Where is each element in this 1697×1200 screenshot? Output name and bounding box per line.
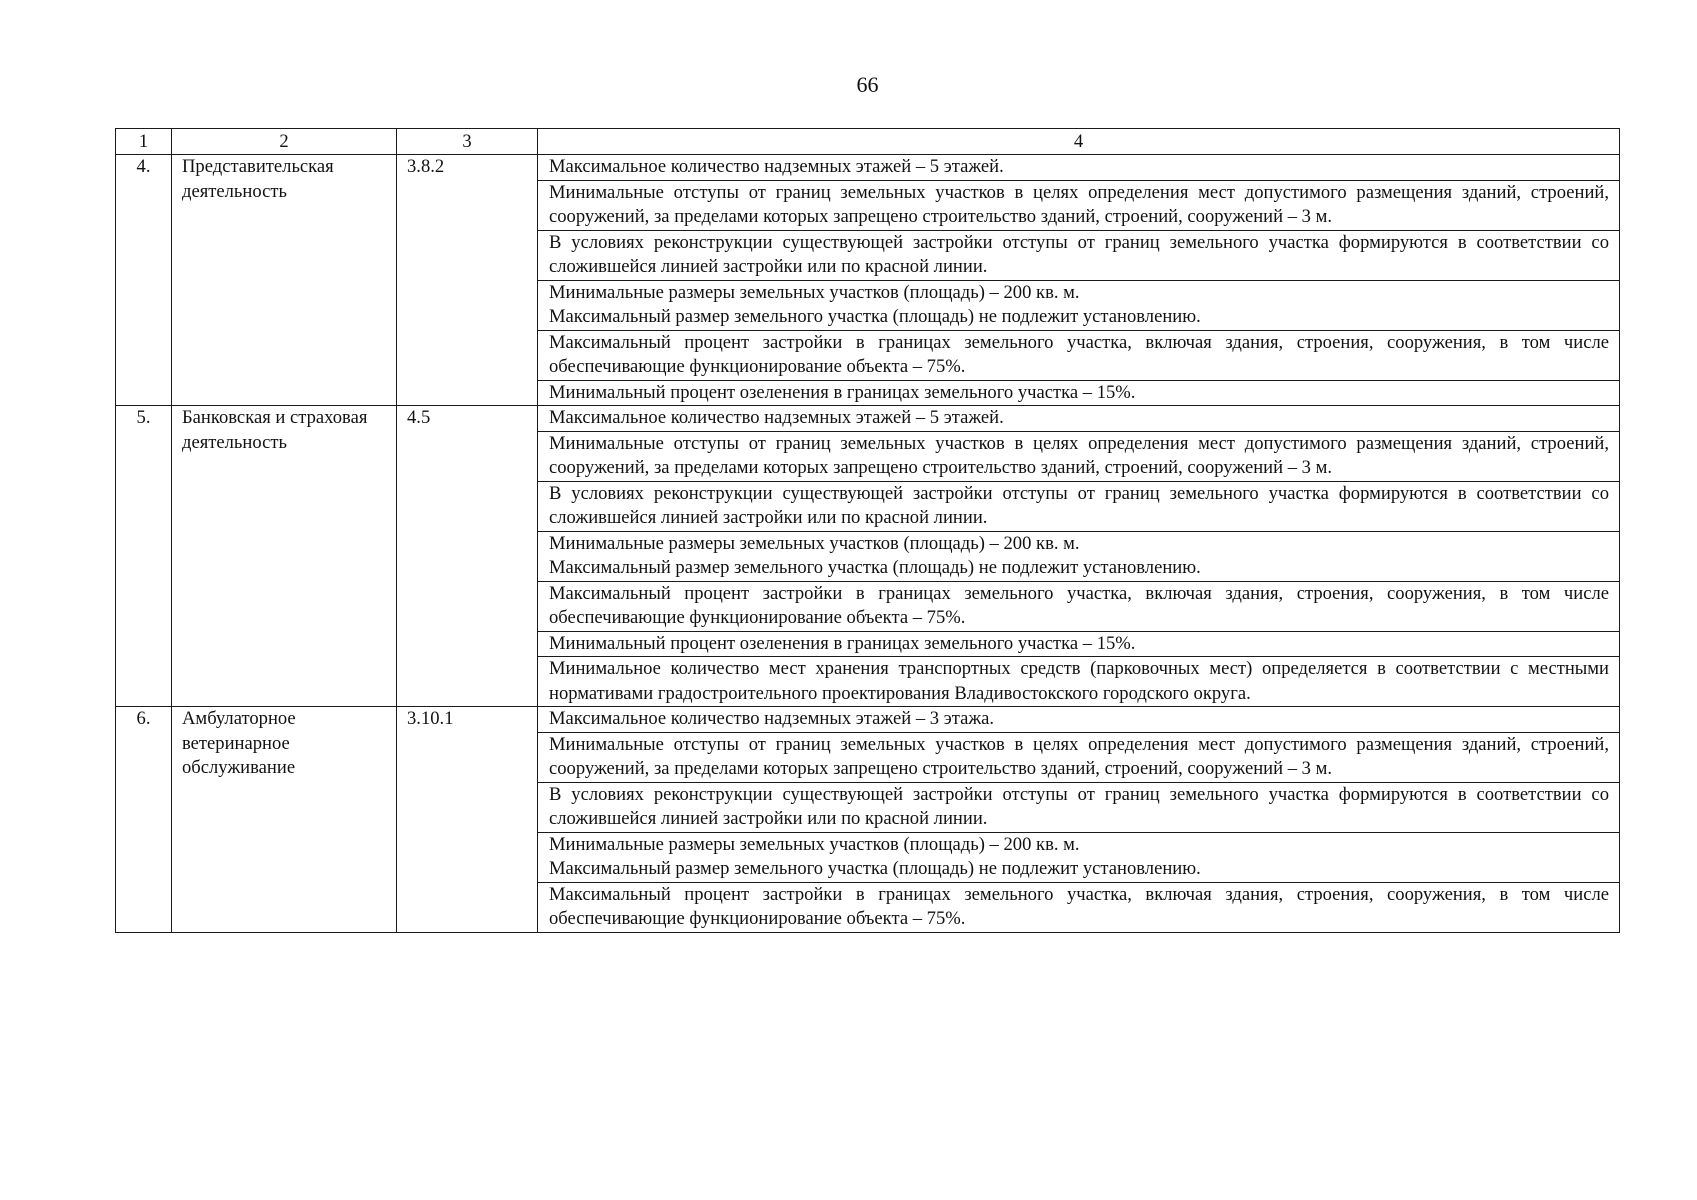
parameter-cell (538, 657, 1620, 707)
parameter-text: Максимальный размер земельного участка (площадь) не подлежит установлению. (549, 557, 1201, 578)
land-use-name-cell: Амбулаторное ветеринарное обслуживание (172, 707, 397, 933)
parameter-cell (538, 230, 1620, 280)
row-number-cell: 6. (116, 707, 172, 933)
parameter-cell (538, 330, 1620, 380)
parameter-cell (538, 531, 1620, 581)
table-body (116, 129, 1620, 933)
land-use-name-cell: Представительская деятельность (172, 155, 397, 406)
parameter-text: Минимальный процент озеленения в границах земельного участка – 15%. (549, 381, 1136, 403)
row-number-cell: 4. (116, 155, 172, 406)
parameter-cell (538, 782, 1620, 832)
parameter-text: Минимальное количество мест хранения транспортных средств (парковочных мест) определяется в соответствии с местными нормативами градостроительного проектирования Владивостокского городского округа. (549, 658, 1609, 704)
land-use-code-cell: 3.8.2 (397, 155, 538, 406)
column-header-3: 3 (397, 129, 538, 155)
parameter-text: В условиях реконструкции существующей застройки отступы от границ земельного участка формируются в соответствии со сложившейся линией застройки или по красной линии. (549, 783, 1609, 829)
table-header-row (116, 129, 1620, 155)
parameter-cell (538, 180, 1620, 230)
parameter-text: Максимальное количество надземных этажей – 3 этажа. (549, 708, 995, 729)
parameter-text: Максимальный процент застройки в границах земельного участка, включая здания, строения, сооружения, в том числе обеспечивающие функционирование объекта – 75%. (549, 582, 1609, 628)
land-use-code-cell: 4.5 (397, 406, 538, 707)
row-number-cell: 5. (116, 406, 172, 707)
land-use-name-cell: Банковская и страховая деятельность (172, 406, 397, 707)
parameter-cell (538, 155, 1620, 181)
parameter-cell (538, 380, 1620, 406)
parameter-text: В условиях реконструкции существующей застройки отступы от границ земельного участка формируются в соответствии со сложившейся линией застройки или по красной линии. (549, 231, 1609, 277)
parameter-cell (538, 406, 1620, 432)
parameter-cell (538, 431, 1620, 481)
parameter-text: В условиях реконструкции существующей застройки отступы от границ земельного участка формируются в соответствии со сложившейся линией застройки или по красной линии. (549, 482, 1609, 528)
column-header-1: 1 (116, 129, 172, 155)
parameter-text: Максимальный размер земельного участка (площадь) не подлежит установлению. (549, 858, 1201, 879)
parameter-text: Минимальные размеры земельных участков (площадь) – 200 кв. м. (549, 532, 1080, 554)
parameter-text: Максимальный процент застройки в границах земельного участка, включая здания, строения, сооружения, в том числе обеспечивающие функционирование объекта – 75%. (549, 331, 1609, 377)
table-row (116, 406, 1620, 432)
parameter-text: Максимальное количество надземных этажей – 5 этажей. (549, 407, 1004, 428)
parameter-text: Максимальный размер земельного участка (площадь) не подлежит установлению. (549, 306, 1201, 327)
parameter-text: Максимальный процент застройки в границах земельного участка, включая здания, строения, сооружения, в том числе обеспечивающие функционирование объекта – 75%. (549, 883, 1609, 929)
column-header-2: 2 (172, 129, 397, 155)
parameter-text: Минимальные отступы от границ земельных участков в целях определения мест допустимого размещения зданий, строений, сооружений, за пределами которых запрещено строительство зданий, строений, сооружений – 3 м. (549, 733, 1609, 779)
parameter-cell (538, 280, 1620, 330)
column-header-4: 4 (538, 129, 1620, 155)
parameter-text: Минимальный процент озеленения в границах земельного участка – 15%. (549, 632, 1136, 654)
parameter-cell (538, 707, 1620, 733)
parameter-cell (538, 832, 1620, 882)
parameter-cell (538, 732, 1620, 782)
page-number: 66 (856, 72, 879, 97)
parameter-cell (538, 882, 1620, 932)
parameter-text: Минимальные отступы от границ земельных участков в целях определения мест допустимого размещения зданий, строений, сооружений, за пределами которых запрещено строительство зданий, строений, сооружений – 3 м. (549, 432, 1609, 478)
parameter-cell (538, 631, 1620, 657)
land-use-code-cell: 3.10.1 (397, 707, 538, 933)
parameter-text: Минимальные размеры земельных участков (площадь) – 200 кв. м. (549, 833, 1080, 855)
land-use-parameters-table (115, 128, 1620, 933)
parameter-text: Минимальные отступы от границ земельных участков в целях определения мест допустимого размещения зданий, строений, сооружений, за пределами которых запрещено строительство зданий, строений, сооружений – 3 м. (549, 181, 1609, 227)
parameter-cell (538, 581, 1620, 631)
parameter-text: Максимальное количество надземных этажей – 5 этажей. (549, 156, 1004, 177)
table-row (116, 707, 1620, 733)
parameter-text: Минимальные размеры земельных участков (площадь) – 200 кв. м. (549, 281, 1080, 303)
table-row (116, 155, 1620, 181)
parameter-cell (538, 481, 1620, 531)
